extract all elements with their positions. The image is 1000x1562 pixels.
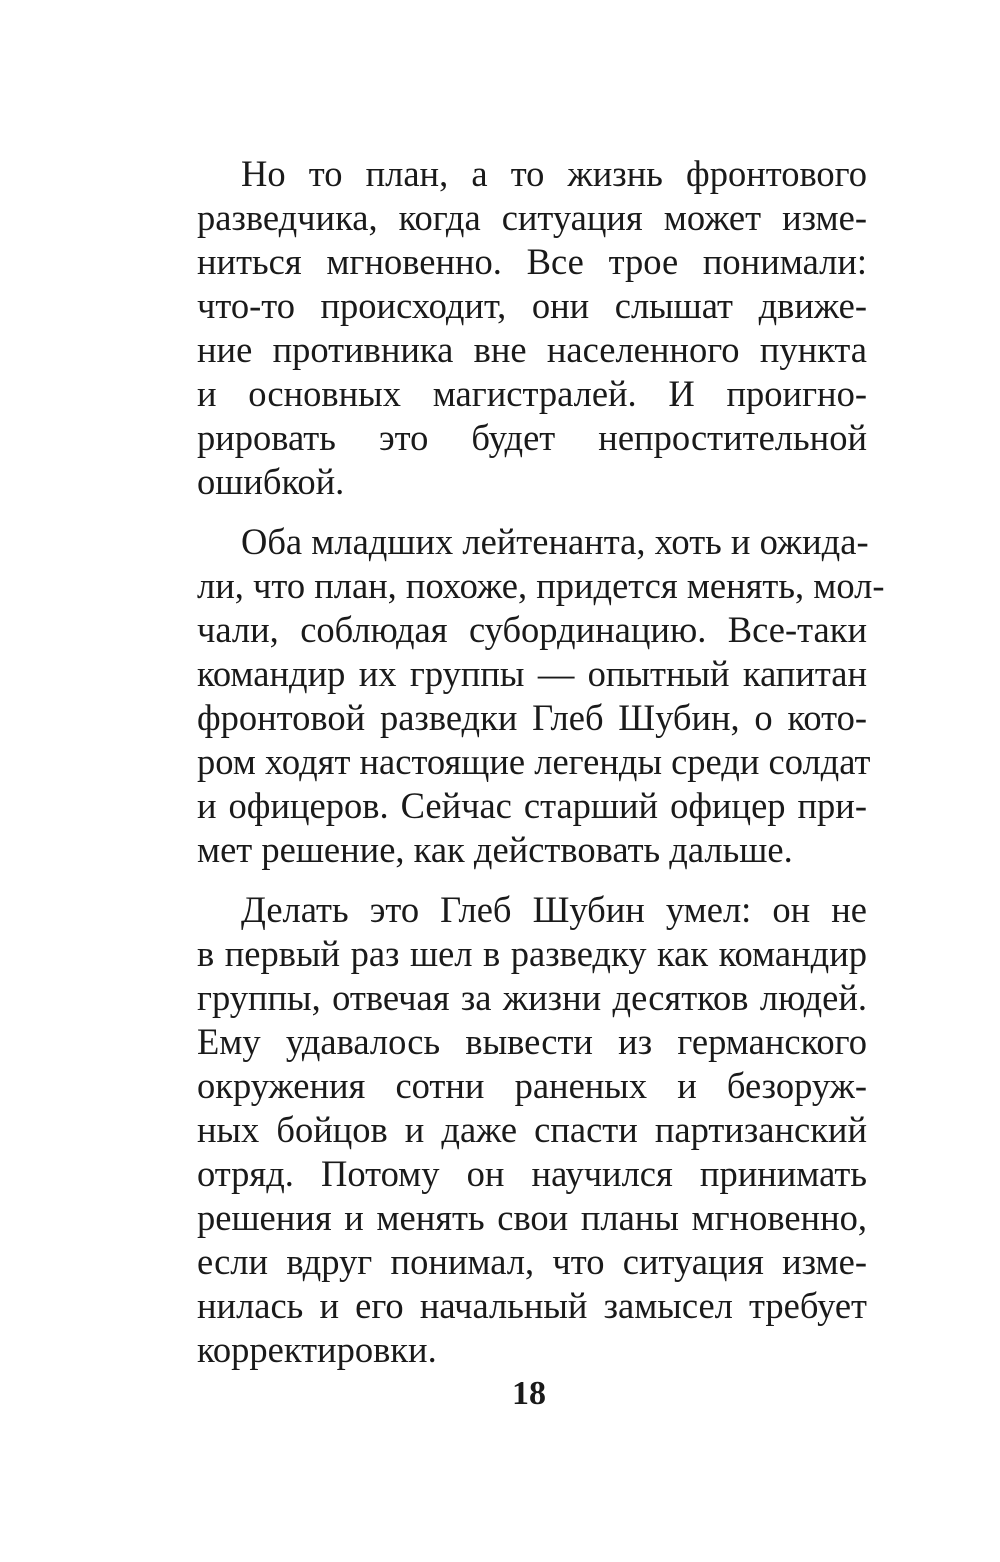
- text-line: Делать это Глеб Шубин умел: он не: [241, 889, 867, 930]
- body-text: [197, 152, 885, 1372]
- text-line: Оба младших лейтенанта, хоть и ожида-: [241, 521, 869, 562]
- text-line: фронтовой разведки Глеб Шубин, о кото-: [197, 697, 867, 738]
- text-line: корректировки.: [197, 1329, 437, 1370]
- text-line: группы, отвечая за жизни десятков людей.: [197, 977, 867, 1018]
- text-line: отряд. Потому он научился принимать: [197, 1153, 867, 1194]
- text-line: если вдруг понимал, что ситуация изме-: [197, 1241, 867, 1282]
- text-line: мет решение, как действовать дальше.: [197, 829, 793, 870]
- text-line: ниться мгновенно. Все трое понимали:: [197, 241, 867, 282]
- text-line: что-то происходит, они слышат движе-: [197, 285, 867, 326]
- text-line: в первый раз шел в разведку как командир: [197, 933, 867, 974]
- text-line: ром ходят настоящие легенды среди солдат: [197, 741, 871, 782]
- paragraph-2: [197, 520, 885, 872]
- paragraph-3: [197, 888, 867, 1372]
- text-line: и офицеров. Сейчас старший офицер при-: [197, 785, 867, 826]
- text-line: и основных магистралей. И проигно-: [197, 373, 867, 414]
- text-line: чали, соблюдая субординацию. Все-таки: [197, 609, 867, 650]
- text-line: окружения сотни раненых и безоруж-: [197, 1065, 867, 1106]
- text-line: рировать это будет непростительной: [197, 417, 867, 458]
- text-line: Но то план, а то жизнь фронтового: [241, 153, 867, 194]
- text-line: ние противника вне населенного пункта: [197, 329, 867, 370]
- text-line: ошибкой.: [197, 461, 345, 502]
- text-line: ли, что план, похоже, придется менять, мол-: [197, 565, 885, 606]
- text-line: ных бойцов и даже спасти партизанский: [197, 1109, 867, 1150]
- page-number: 18: [512, 1375, 546, 1412]
- text-line: нилась и его начальный замысел требует: [197, 1285, 867, 1326]
- text-line: решения и менять свои планы мгновенно,: [197, 1197, 867, 1238]
- text-line: Ему удавалось вывести из германского: [197, 1021, 867, 1062]
- paragraph-1: [197, 152, 867, 504]
- text-line: разведчика, когда ситуация может изме-: [197, 197, 867, 238]
- text-line: командир их группы — опытный капитан: [197, 653, 867, 694]
